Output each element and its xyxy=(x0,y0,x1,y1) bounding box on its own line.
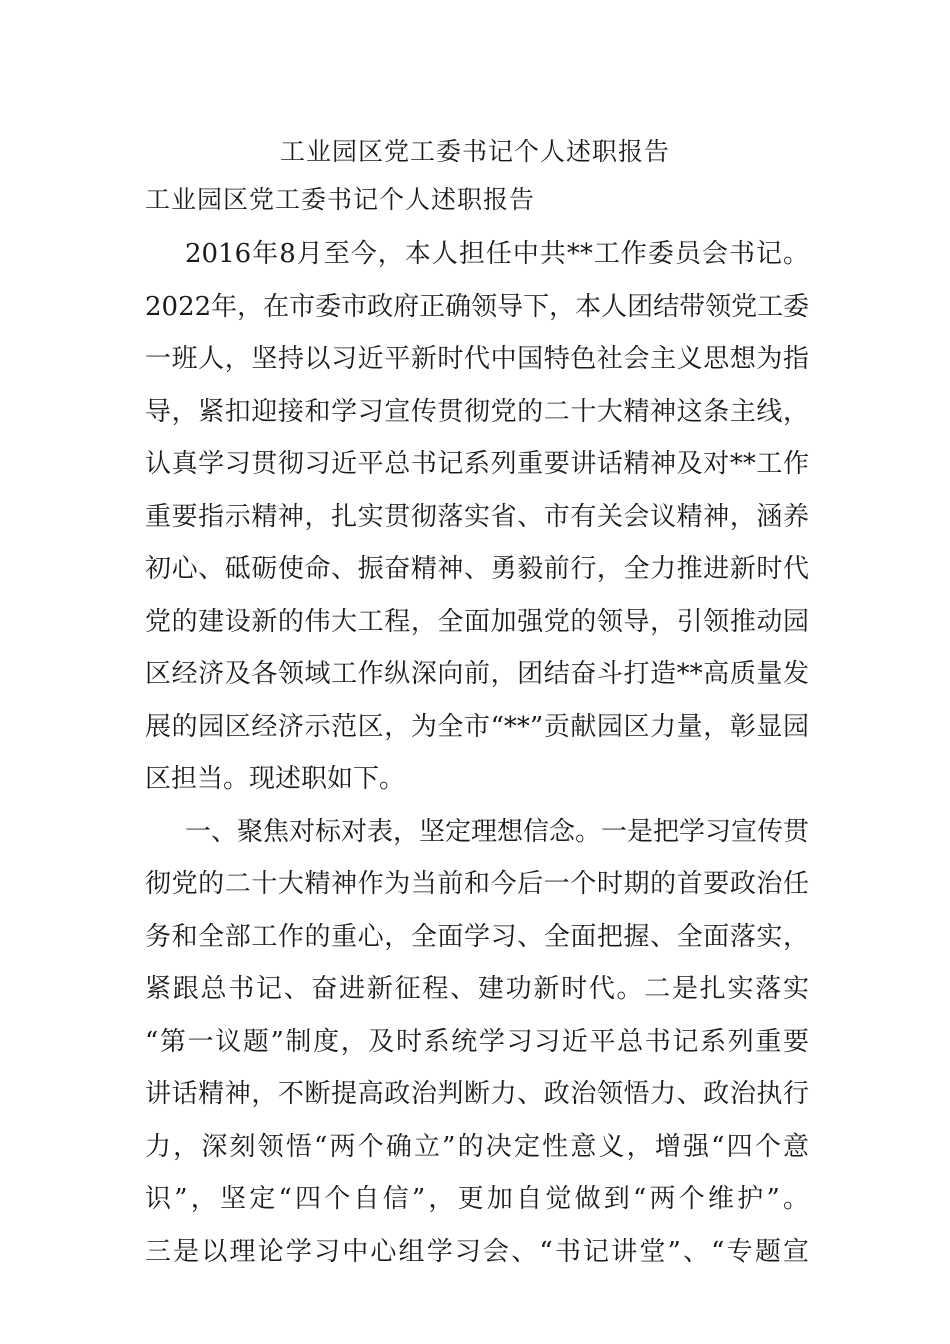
paragraph-line: 2016年8月至今，本人担任中共**工作委员会书记。 xyxy=(185,239,809,269)
paragraph-line: 彻党的二十大精神作为当前和今后一个时期的首要政治任 xyxy=(145,869,809,899)
paragraph-line: 识”，坚定“四个自信”，更加自觉做到“两个维护”。 xyxy=(145,1184,809,1214)
paragraph-line: 区经济及各领域工作纵深向前，团结奋斗打造**高质量发 xyxy=(145,659,809,689)
paragraph-line: 重要指示精神，扎实贯彻落实省、市有关会议精神，涵养 xyxy=(145,501,809,532)
paragraph-line: 一班人，坚持以习近平新时代中国特色社会主义思想为指 xyxy=(145,344,809,374)
paragraph-line: 区担当。现述职如下。 xyxy=(145,764,406,794)
paragraph-line: 一、聚焦对标对表，坚定理想信念。一是把学习宣传贯 xyxy=(185,816,810,847)
paragraph-line: “第一议题”制度，及时系统学习习近平总书记系列重要 xyxy=(145,1026,809,1057)
document-title: 工业园区党工委书记个人述职报告 xyxy=(279,137,670,166)
document-subtitle: 工业园区党工委书记个人述职报告 xyxy=(145,185,536,214)
paragraph-line: 展的园区经济示范区，为全市“**”贡献园区力量，彰显园 xyxy=(145,711,809,742)
paragraph-line: 认真学习贯彻习近平总书记系列重要讲话精神及对**工作 xyxy=(145,449,809,479)
document-body xyxy=(145,228,809,1278)
paragraph-line: 导，紧扣迎接和学习宣传贯彻党的二十大精神这条主线， xyxy=(145,396,809,427)
paragraph-line: 务和全部工作的重心，全面学习、全面把握、全面落实， xyxy=(145,921,809,952)
paragraph-line: 力，深刻领悟“两个确立”的决定性意义，增强“四个意 xyxy=(145,1131,809,1162)
paragraph-line: 三是以理论学习中心组学习会、“书记讲堂”、“专题宣 xyxy=(145,1236,809,1267)
paragraph-line: 2022年，在市委市政府正确领导下，本人团结带领党工委 xyxy=(145,291,810,322)
paragraph-line: 初心、砥砺使命、振奋精神、勇毅前行，全力推进新时代 xyxy=(145,554,809,584)
paragraph-line: 紧跟总书记、奋进新征程、建功新时代。二是扎实落实 xyxy=(145,974,809,1004)
paragraph-line: 党的建设新的伟大工程，全面加强党的领导，引领推动园 xyxy=(145,606,809,637)
paragraph-line: 讲话精神，不断提高政治判断力、政治领悟力、政治执行 xyxy=(145,1079,809,1109)
